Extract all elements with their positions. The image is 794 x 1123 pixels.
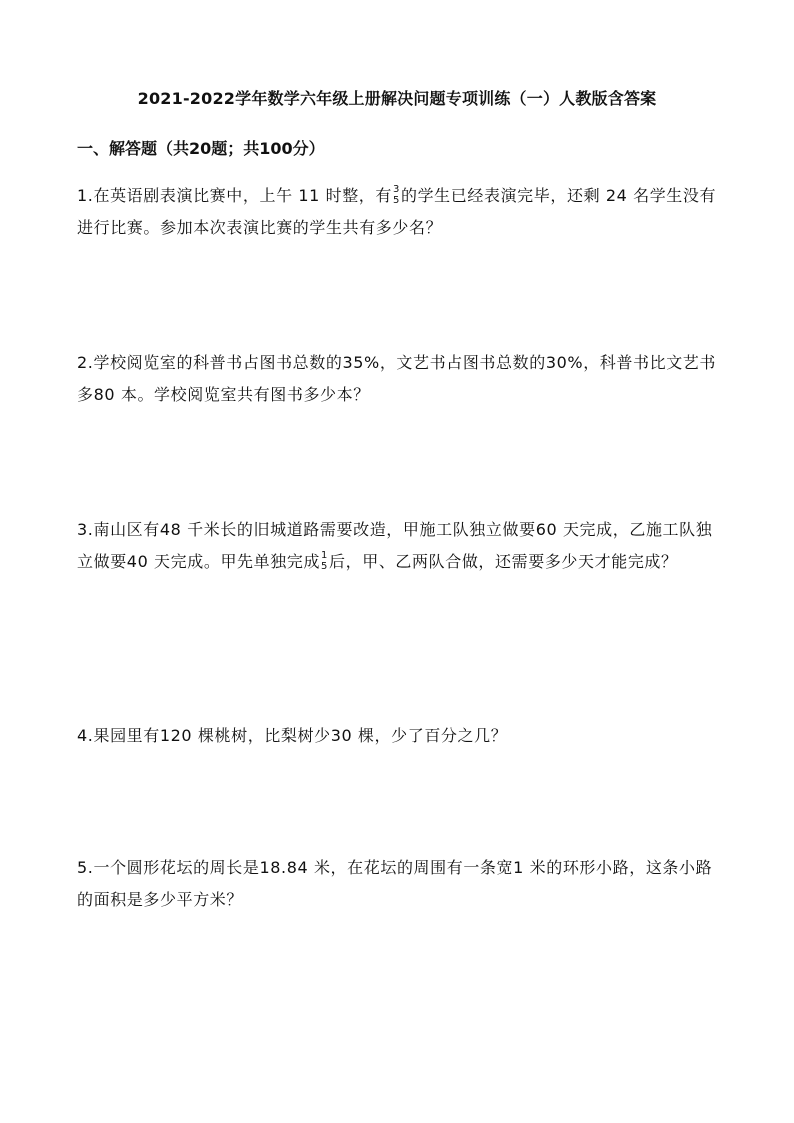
- fraction-numerator: 3: [393, 183, 400, 195]
- question-3: [77, 514, 722, 578]
- question-5: 5.一个圆形花坛的周长是18.84 米，在花坛的周围有一条宽1 米的环形小路，这条小路的面积是多少平方米？: [77, 858, 713, 909]
- fraction-3-5: [393, 184, 400, 206]
- fraction-numerator: 1: [321, 549, 329, 561]
- question-2: 2.学校阅览室的科普书占图书总数的35%，文艺书占图书总数的30%，科普书比文艺书多80 本。学校阅览室共有图书多少本？: [77, 353, 716, 404]
- question-1-text-before: 1.在英语剧表演比赛中，上午 11 时整，有: [77, 186, 392, 205]
- fraction-denominator: 5: [321, 560, 329, 572]
- question-3-text-after: 后，甲、乙两队合做，还需要多少天才能完成？: [329, 552, 678, 571]
- question-4: 4.果园里有120 棵桃树，比梨树少30 棵，少了百分之几？: [77, 726, 508, 745]
- question-1: [77, 180, 722, 244]
- question-3-text-before: 3.南山区有48 千米长的旧城道路需要改造，甲施工队独立做要60 天完成，乙施工队独立做要40 天完成。甲先单独完成: [77, 520, 713, 571]
- page-title: 2021-2022学年数学六年级上册解决问题专项训练（一）人教版含答案: [137, 89, 657, 108]
- fraction-denominator: 5: [393, 194, 400, 206]
- section-heading: 一、解答题（共20题；共100分）: [77, 139, 325, 158]
- question-1-text-after: 的学生已经表演完毕，还剩 24 名学生没有进行比赛。参加本次表演比赛的学生共有多少名？: [77, 186, 717, 237]
- fraction-1-5: [321, 550, 328, 572]
